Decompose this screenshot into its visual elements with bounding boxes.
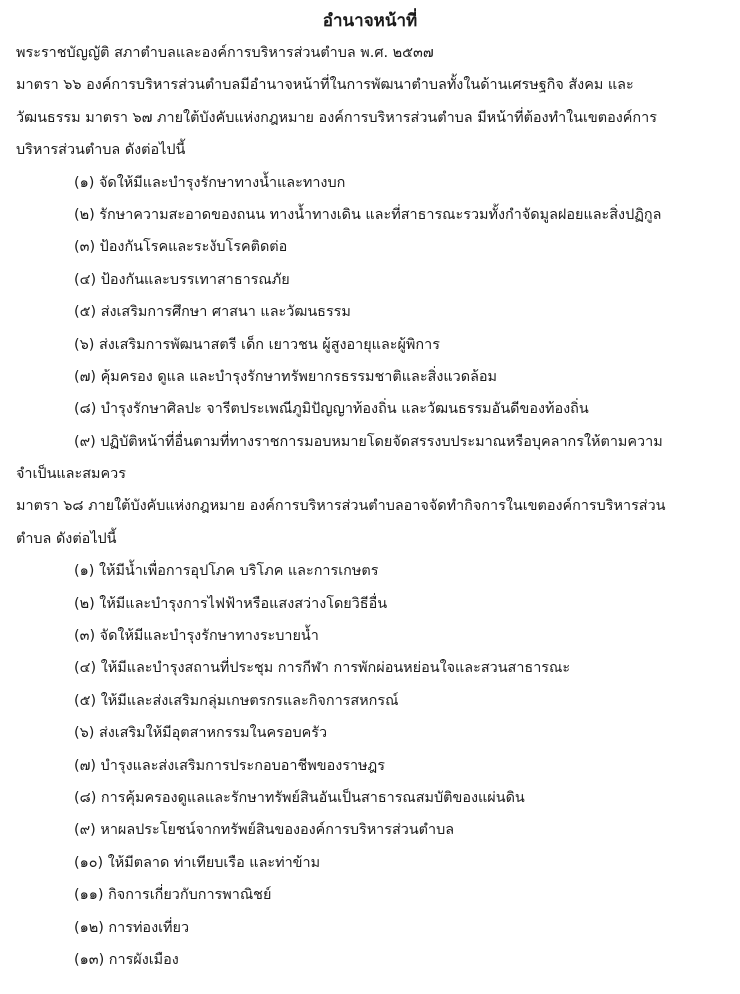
list-item: (๙) ปฏิบัติหน้าที่อื่นตามที่ทางราชการมอบหมายโดยจัดสรรงบประมาณหรือบุคลากรให้ตามความ [74,433,663,450]
list-item: (๕) ให้มีและส่งเสริมกลุ่มเกษตรกรและกิจการสหกรณ์ [74,692,399,709]
list-item: (๖) ส่งเสริมการพัฒนาสตรี เด็ก เยาวชน ผู้สูงอายุและผู้พิการ [74,336,440,353]
list-item: (๑๑) กิจการเกี่ยวกับการพาณิชย์ [74,887,272,904]
list-item: (๒) รักษาความสะอาดของถนน ทางน้ำทางเดิน และที่สาธารณะรวมทั้งกำจัดมูลฝอยและสิ่งปฏิกูล [74,206,662,223]
list-item: (๑๓) การผังเมือง [74,951,179,968]
list-item: (๑๒) การท่องเที่ยว [74,919,190,936]
list-item: (๑) จัดให้มีและบำรุงรักษาทางน้ำและทางบก [74,174,346,191]
paragraph-line: จำเป็นและสมควร [16,466,126,483]
list-item: (๔) ป้องกันและบรรเทาสาธารณภัย [74,271,290,288]
list-item: (๔) ให้มีและบำรุงสถานที่ประชุม การกีฬา การพักผ่อนหย่อนใจและสวนสาธารณะ [74,660,571,677]
paragraph-line: วัฒนธรรม มาตรา ๖๗ ภายใต้บังคับแห่งกฎหมาย องค์การบริหารส่วนตำบล มีหน้าที่ต้องทำในเขตองค์การ [16,109,657,126]
page-title: อำนาจหน้าที่ [322,11,418,31]
list-item: (๑) ให้มีน้ำเพื่อการอุปโภค บริโภค และการเกษตร [74,563,379,580]
paragraph-line: ตำบล ดังต่อไปนี้ [16,530,117,547]
list-item: (๙) หาผลประโยชน์จากทรัพย์สินขององค์การบริหารส่วนตำบล [74,822,455,839]
paragraph-line: บริหารส่วนตำบล ดังต่อไปนี้ [16,142,186,159]
list-item: (๘) การคุ้มครองดูแลและรักษาทรัพย์สินอันเป็นสาธารณสมบัติของแผ่นดิน [74,789,525,806]
list-item: (๖) ส่งเสริมให้มีอุตสาหกรรมในครอบครัว [74,725,328,742]
paragraph-line: มาตรา ๖๘ ภายใต้บังคับแห่งกฎหมาย องค์การบริหารส่วนตำบลอาจจัดทำกิจการในเขตองค์การบริหารส่วน [16,498,666,515]
list-item: (๕) ส่งเสริมการศึกษา ศาสนา และวัฒนธรรม [74,304,351,321]
list-item: (๓) จัดให้มีและบำรุงรักษาทางระบายน้ำ [74,628,319,645]
document-body [16,37,724,976]
list-item: (๗) คุ้มครอง ดูแล และบำรุงรักษาทรัพยากรธรรมชาติและสิ่งแวดล้อม [74,368,498,385]
list-item: (๗) บำรุงและส่งเสริมการประกอบอาชีพของราษฎร [74,757,385,774]
list-item: (๒) ให้มีและบำรุงการไฟฟ้าหรือแสงสว่างโดยวิธีอื่น [74,595,388,612]
paragraph-line: มาตรา ๖๖ องค์การบริหารส่วนตำบลมีอำนาจหน้าที่ในการพัฒนาตำบลทั้งในด้านเศรษฐกิจ สังคม และ [16,77,634,94]
paragraph-line: พระราชบัญญัติ สภาตำบลและองค์การบริหารส่วนตำบล พ.ศ. ๒๕๓๗ [16,45,434,61]
list-item: (๓) ป้องกันโรคและระงับโรคติดต่อ [74,239,288,256]
list-item: (๘) บำรุงรักษาศิลปะ จารีตประเพณีภูมิปัญญาท้องถิ่น และวัฒนธรรมอันดีของท้องถิ่น [74,401,589,418]
list-item: (๑๐) ให้มีตลาด ท่าเทียบเรือ และท่าข้าม [74,854,321,871]
